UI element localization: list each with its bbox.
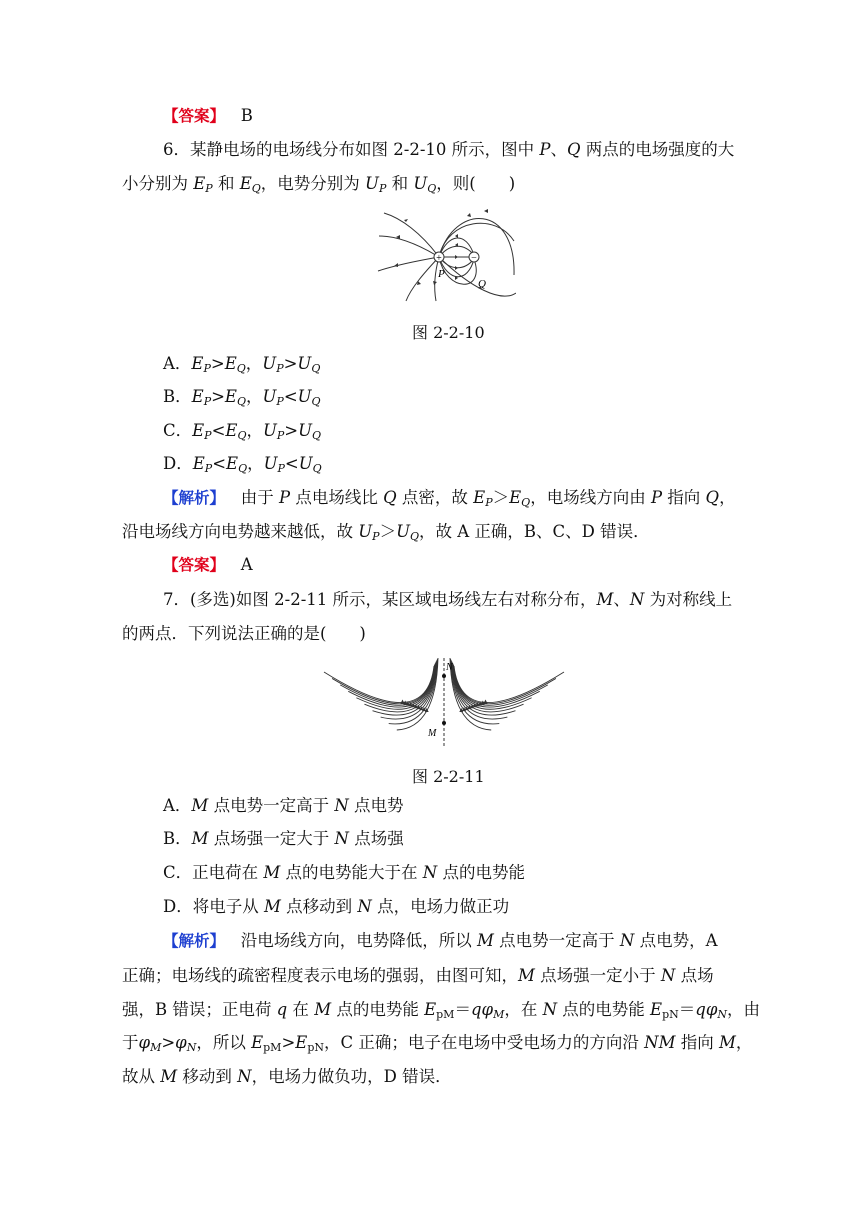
q7-analysis-line1: 【解析】 沿电场线方向，电势降低，所以 M 点电势一定高于 N 点电势，A — [163, 931, 718, 950]
plus-charge-label: + — [436, 253, 442, 264]
q7-option-C: C．正电荷在 M 点的电势能大于在 N 点的电势能 — [163, 863, 525, 882]
q6-stem-line2: 小分别为 $E_P$ 和 $E_Q$，电势分别为 $U_P$ 和 $U_Q$，则( ) — [122, 174, 516, 195]
answer-value: A — [240, 555, 253, 574]
minus-charge-label: − — [471, 253, 477, 264]
q5-answer-line — [163, 106, 253, 126]
figure-2-2-11 — [322, 656, 566, 748]
analysis-label: 【解析】 — [163, 489, 226, 507]
answer-value: B — [240, 106, 253, 125]
q7-option-D: D．将电子从 M 点移动到 N 点，电场力做正功 — [163, 897, 510, 916]
q7-analysis-line3: 强，B 错误；正电荷 q 在 M 点的电势能 $E_{pM}=q\varphi_M$，在 N 点的电势能 $E_{pN}=q\varphi_N$，由 — [122, 1000, 760, 1021]
q7-option-A: A．M 点电势一定高于 N 点电势 — [163, 796, 404, 815]
q6-option-A: A．$E_P>E_Q$，$U_P>U_Q$ — [163, 354, 321, 375]
q7-analysis-line5: 故从 M 移动到 N，电场力做负功，D 错误． — [122, 1067, 452, 1086]
q7-stem-line2: 的两点．下列说法正确的是( ) — [122, 624, 366, 643]
q6-stem-line1: 6．某静电场的电场线分布如图 2-2-10 所示，图中 P、Q 两点的电场强度的大 — [163, 140, 735, 159]
answer-label: 【答案】 — [163, 107, 226, 125]
point-Q-label: Q — [478, 278, 486, 290]
q6-answer-line — [163, 555, 253, 575]
point-N-label: N — [446, 662, 453, 673]
q6-analysis-line2: 沿电场线方向电势越来越低，故 $U_P>U_Q$，故 A 正确，B、C、D 错误． — [122, 522, 650, 543]
q7-option-B: B．M 点场强一定大于 N 点场强 — [163, 829, 404, 848]
q6-option-B: B．$E_P>E_Q$，$U_P<U_Q$ — [163, 387, 321, 408]
q6-option-C: C．$E_P<E_Q$，$U_P>U_Q$ — [163, 421, 322, 442]
q6-analysis-line1: 【解析】 由于 P 点电场线比 Q 点密，故 $E_P>E_Q$，电场线方向由 P 指向 Q， — [163, 488, 736, 509]
q7-stem-line1: 7．(多选)如图 2-2-11 所示，某区域电场线左右对称分布，M、N 为对称线上 — [163, 590, 733, 609]
analysis-label: 【解析】 — [163, 932, 226, 950]
figure-2-2-10 — [376, 203, 516, 303]
q6-option-D: D．$E_P<E_Q$，$U_P<U_Q$ — [163, 454, 322, 475]
figure-caption: 图 2-2-10 — [412, 323, 485, 342]
point-M-label: M — [428, 728, 437, 739]
answer-label: 【答案】 — [163, 556, 226, 574]
figure-caption: 图 2-2-11 — [412, 767, 485, 786]
q7-analysis-line4: 于$\varphi_M>\varphi_N$，所以 $E_{pM}>E_{pN}$，C 正确；电子在电场中受电场力的方向沿 NM 指向 M， — [122, 1033, 753, 1054]
q7-analysis-line2: 正确；电场线的疏密程度表示电场的强弱，由图可知，M 点场强一定小于 N 点场 — [122, 966, 714, 985]
point-P-label: P — [438, 268, 445, 280]
